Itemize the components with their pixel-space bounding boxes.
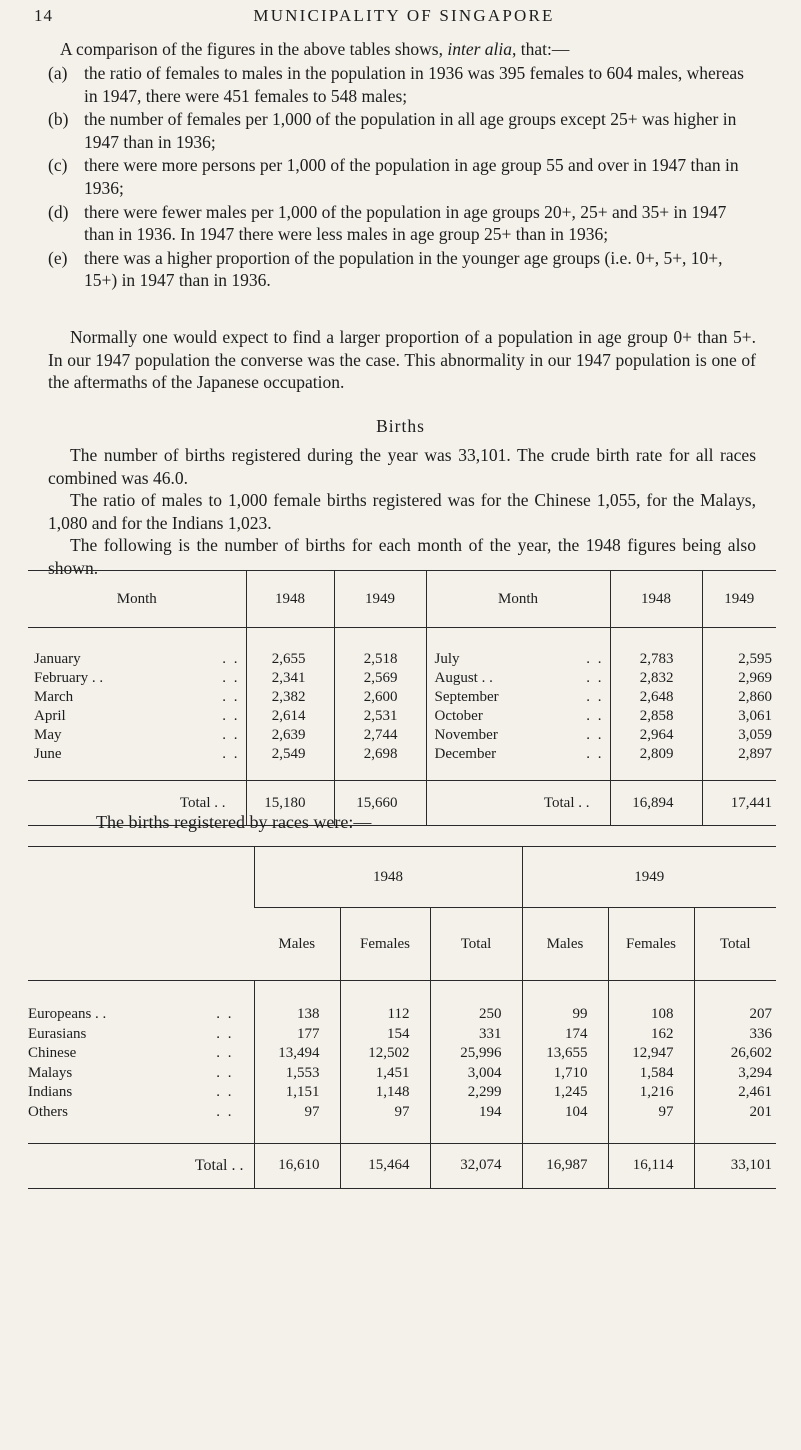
value-cell: 2,639 [246, 726, 334, 745]
value-cell: 177 [254, 1025, 340, 1045]
page-header [34, 6, 774, 30]
races-intro: The births registered by races were:— [96, 812, 372, 832]
intro-text-before: A comparison of the figures in the above tables shows, [60, 39, 448, 59]
race-cell: Others . . [28, 1103, 234, 1120]
month-cell: May . . [34, 727, 240, 743]
value-cell: 3,004 [430, 1064, 522, 1084]
race-cell: Eurasians . . [28, 1025, 234, 1042]
value-cell: 174 [522, 1025, 608, 1045]
table-row [28, 688, 776, 707]
value-cell: 1,148 [340, 1083, 430, 1103]
month-cell: July . . [426, 628, 610, 670]
month-cell: August . . . . [426, 669, 610, 688]
total-label: Total . . [426, 781, 610, 826]
value-cell: 26,602 [694, 1044, 776, 1064]
abnormality-paragraph: Normally one would expect to find a larger proportion of a population in age group 0+ than 5+. In our 1947 population the converse was the case. This abnormality in our 1947 population is one of the aftermaths of the Japanese occupation. [48, 327, 756, 393]
value-cell: 2,648 [610, 688, 702, 707]
total-label: Total . . [28, 781, 246, 826]
value-cell: 2,461 [694, 1083, 776, 1103]
value-cell: 154 [340, 1025, 430, 1045]
page-number: 14 [34, 6, 53, 25]
value-cell: 3,059 [702, 726, 776, 745]
total-cell: 17,441 [702, 781, 776, 826]
month-cell: February . . . . [34, 670, 240, 686]
year-1949-header: 1949 [334, 571, 426, 628]
total-header: Total [430, 908, 522, 981]
births-text [48, 444, 756, 580]
value-cell: 2,832 [610, 669, 702, 688]
race-header [28, 847, 254, 981]
value-cell: 2,744 [334, 726, 426, 745]
value-cell: 2,860 [702, 688, 776, 707]
total-cell: 16,114 [608, 1143, 694, 1188]
intro-italic: inter alia [447, 39, 513, 59]
year-1948-header: 1948 [610, 571, 702, 628]
table-row [28, 1083, 776, 1103]
births-paragraph: The ratio of males to 1,000 female births registered was for the Chinese 1,055, for the Malays, 1,080 and for the Indians 1,023. [48, 490, 756, 533]
value-cell: 336 [694, 1025, 776, 1045]
value-cell: 3,294 [694, 1064, 776, 1084]
total-cell: 16,987 [522, 1143, 608, 1188]
table-row [28, 707, 776, 726]
value-cell: 2,614 [246, 707, 334, 726]
finding-text: there were more persons per 1,000 of the population in age group 55 and over in 1947 than in 1936; [84, 155, 739, 198]
month-cell: October . . [426, 707, 610, 726]
year-1949-header: 1949 [522, 847, 776, 908]
total-header: Total [694, 908, 776, 981]
total-cell: 15,464 [340, 1143, 430, 1188]
value-cell: 13,655 [522, 1044, 608, 1064]
value-cell: 2,569 [334, 669, 426, 688]
value-cell: 2,531 [334, 707, 426, 726]
value-cell: 12,502 [340, 1044, 430, 1064]
value-cell: 162 [608, 1025, 694, 1045]
births-paragraph: The following is the number of births for each month of the year, the 1948 figures being also shown. [48, 535, 756, 578]
race-cell: Europeans . . . . [28, 1006, 234, 1022]
finding-text: there was a higher proportion of the population in the younger age groups (i.e. 0+, 5+, 10+, 15+) in 1947 than in 1936. [84, 247, 723, 291]
table-row [28, 726, 776, 745]
births-by-race-table [28, 846, 776, 1189]
value-cell: 1,553 [254, 1064, 340, 1084]
year-1949-header: 1949 [702, 571, 776, 628]
value-cell: 2,600 [334, 688, 426, 707]
births-paragraph: The number of births registered during the year was 33,101. The crude birth rate for all races combined was 46.0. [48, 445, 756, 488]
finding-label: (c) [48, 155, 68, 176]
intro-paragraph [48, 38, 756, 61]
finding-item [48, 108, 756, 153]
value-cell: 2,341 [246, 669, 334, 688]
value-cell: 13,494 [254, 1044, 340, 1064]
finding-label: (e) [48, 247, 68, 268]
value-cell: 1,245 [522, 1083, 608, 1103]
value-cell: 1,151 [254, 1083, 340, 1103]
total-cell: 32,074 [430, 1143, 522, 1188]
month-cell: December . . [426, 745, 610, 781]
value-cell: 99 [522, 981, 608, 1025]
finding-text: the number of females per 1,000 of the population in all age groups except 25+ was higher in 1947 than in 1936; [84, 109, 737, 152]
findings-list [48, 62, 756, 293]
value-cell: 97 [608, 1103, 694, 1143]
month-cell: June . . [34, 746, 240, 762]
total-label: Total . . [28, 1143, 254, 1188]
finding-item [48, 62, 756, 107]
value-cell: 2,964 [610, 726, 702, 745]
finding-item [48, 154, 756, 199]
value-cell: 2,655 [246, 628, 334, 670]
value-cell: 2,549 [246, 745, 334, 781]
intro-text-after: , that:— [512, 39, 570, 59]
value-cell: 12,947 [608, 1044, 694, 1064]
month-cell: April . . [34, 708, 240, 724]
value-cell: 207 [694, 981, 776, 1025]
table-row [28, 745, 776, 781]
value-cell: 108 [608, 981, 694, 1025]
value-cell: 2,518 [334, 628, 426, 670]
table-row [28, 628, 776, 670]
totals-row [28, 1143, 776, 1188]
males-header: Males [522, 908, 608, 981]
monthly-births-table [28, 570, 776, 826]
births-heading: Births [376, 416, 425, 436]
month-cell: November . . [426, 726, 610, 745]
value-cell: 1,451 [340, 1064, 430, 1084]
table-row [28, 1064, 776, 1084]
race-cell: Indians . . [28, 1084, 234, 1101]
total-cell: 15,660 [334, 781, 426, 826]
month-cell: September . . [426, 688, 610, 707]
value-cell: 2,969 [702, 669, 776, 688]
total-cell: 33,101 [694, 1143, 776, 1188]
finding-item [48, 201, 756, 246]
value-cell: 1,216 [608, 1083, 694, 1103]
total-cell: 16,610 [254, 1143, 340, 1188]
month-header: Month [28, 571, 246, 628]
value-cell: 3,061 [702, 707, 776, 726]
total-cell: 16,894 [610, 781, 702, 826]
value-cell: 1,710 [522, 1064, 608, 1084]
value-cell: 104 [522, 1103, 608, 1143]
year-1948-header: 1948 [254, 847, 522, 908]
value-cell: 25,996 [430, 1044, 522, 1064]
value-cell: 2,858 [610, 707, 702, 726]
value-cell: 97 [340, 1103, 430, 1143]
value-cell: 2,299 [430, 1083, 522, 1103]
table-row [28, 1044, 776, 1064]
race-cell: Chinese . . [28, 1045, 234, 1062]
value-cell: 331 [430, 1025, 522, 1045]
finding-label: (b) [48, 109, 69, 130]
month-cell: March . . [34, 689, 240, 705]
running-title: MUNICIPALITY OF SINGAPORE [253, 6, 555, 25]
value-cell: 2,698 [334, 745, 426, 781]
year-1948-header: 1948 [246, 571, 334, 628]
table-row [28, 1103, 776, 1143]
value-cell: 2,382 [246, 688, 334, 707]
table-row [28, 981, 776, 1025]
finding-label: (d) [48, 201, 69, 222]
value-cell: 138 [254, 981, 340, 1025]
finding-text: the ratio of females to males in the population in 1936 was 395 females to 604 males, whereas in 1947, there were 451 females to 548 males; [84, 63, 744, 106]
finding-item [48, 247, 756, 292]
month-header: Month [426, 571, 610, 628]
value-cell: 112 [340, 981, 430, 1025]
value-cell: 201 [694, 1103, 776, 1143]
females-header: Females [340, 908, 430, 981]
value-cell: 2,783 [610, 628, 702, 670]
males-header: Males [254, 908, 340, 981]
value-cell: 97 [254, 1103, 340, 1143]
value-cell: 2,897 [702, 745, 776, 781]
value-cell: 250 [430, 981, 522, 1025]
month-cell: January . . [34, 651, 240, 667]
value-cell: 1,584 [608, 1064, 694, 1084]
total-cell: 15,180 [246, 781, 334, 826]
value-cell: 2,809 [610, 745, 702, 781]
value-cell: 2,595 [702, 628, 776, 670]
race-cell: Malays . . [28, 1064, 234, 1081]
females-header: Females [608, 908, 694, 981]
value-cell: 194 [430, 1103, 522, 1143]
finding-text: there were fewer males per 1,000 of the population in age groups 20+, 25+ and 35+ in 1947 than in 1936. In 1947 there were less males in age group 25+ than in 1936; [84, 201, 727, 245]
table-row [28, 669, 776, 688]
finding-label: (a) [48, 63, 68, 83]
table-row [28, 1025, 776, 1045]
